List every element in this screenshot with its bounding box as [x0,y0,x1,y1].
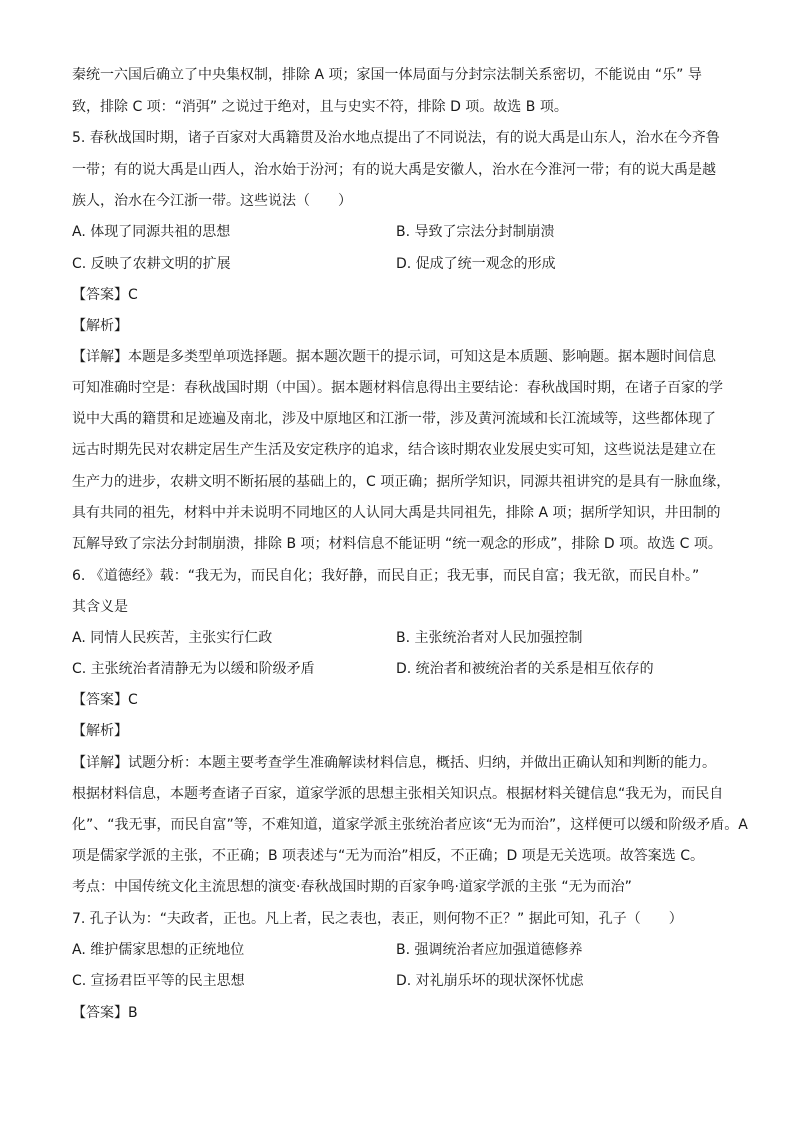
question-5-stem-line-1: 5. 春秋战国时期，诸子百家对大禹籍贯及治水地点提出了不同说法，有的说大禹是山东人，治水在今齐鲁 [72,130,720,146]
question-5-option-b: B. 导致了宗法分封制崩溃 [396,224,555,240]
question-5-detail-line-2: 可知准确时空是：春秋战国时期（中国）。据本题材料信息得出主要结论：春秋战国时期，在诸子百家的学 [72,380,723,396]
question-6-answer: 【答案】C [72,692,138,708]
question-6-option-a: A. 同情人民疾苦，主张实行仁政 [72,630,273,646]
question-6-stem-line-1: 6. 《道德经》载：“我无为，而民自化；我好静，而民自正；我无事，而民自富；我无欲，而民自朴。” [72,568,700,584]
question-5-detail-line-3: 说中大禹的籍贯和足迹遍及南北，涉及中原地区和江浙一带，涉及黄河流域和长江流域等，这些都体现了 [72,411,716,427]
question-5-option-a: A. 体现了同源共祖的思想 [72,224,231,240]
explanation-prev-line-1: 秦统一六国后确立了中央集权制，排除 A 项；家国一体局面与分封宗法制关系密切，不能说由 “乐” 导 [72,67,702,83]
question-7-option-d: D. 对礼崩乐坏的现状深怀忧虑 [396,973,584,989]
question-6-detail-line-1: 【详解】试题分析：本题主要考查学生准确解读材料信息，概括、归纳，并做出正确认知和判断的能力。 [72,755,716,771]
question-5-answer: 【答案】C [72,287,138,303]
question-5-detail-line-5: 生产力的进步，农耕文明不断拓展的基础上的，C 项正确；据所学知识，同源共祖讲究的是具有一脉血缘， [72,474,731,490]
question-7-option-b: B. 强调统治者应加强道德修养 [396,942,583,958]
question-6-analysis-heading: 【解析】 [72,723,128,739]
question-6-detail-line-3: 化”、“我无事，而民自富”等，不难知道，道家学派主张统治者应该“无为而治”，这样便可以缓和阶级矛盾。A [72,817,748,833]
question-6-option-b: B. 主张统治者对人民加强控制 [396,630,583,646]
question-6-stem-line-2: 其含义是 [72,599,128,615]
question-5-stem-line-2: 一带；有的说大禹是山西人，治水始于汾河；有的说大禹是安徽人，治水在今淮河一带；有的说大禹是越 [72,162,716,178]
question-5-detail-line-7: 瓦解导致了宗法分封制崩溃，排除 B 项；材料信息不能证明 “统一观念的形成”，排除 D 项。故选 C 项。 [72,536,722,552]
question-5-detail-line-1: 【详解】本题是多类型单项选择题。据本题次题干的提示词，可知这是本质题、影响题。据本题时间信息 [72,349,716,365]
question-6-option-c: C. 主张统治者清静无为以缓和阶级矛盾 [72,661,315,677]
question-5-option-c: C. 反映了农耕文明的扩展 [72,256,231,272]
question-6-detail-line-4: 项是儒家学派的主张，不正确；B 项表述与“无为而治”相反，不正确；D 项是无关选项。故答案选 C。 [72,848,705,864]
question-7-stem: 7. 孔子认为：“夫政者，正也。凡上者，民之表也，表正，则何物不正？” 据此可知，孔子（ ） [72,911,683,927]
question-7-answer: 【答案】B [72,1005,138,1021]
question-6-kaodian: 考点：中国传统文化主流思想的演变·春秋战国时期的百家争鸣·道家学派的主张 “无为而治” [72,879,632,895]
question-7-option-c: C. 宣扬君臣平等的民主思想 [72,973,245,989]
question-5-stem-line-3: 族人，治水在今江浙一带。这些说法（ ） [72,193,352,209]
question-5-analysis-heading: 【解析】 [72,318,128,334]
explanation-prev-line-2: 致，排除 C 项：“消弭” 之说过于绝对，且与史实不符，排除 D 项。故选 B 项。 [72,99,568,115]
question-6-detail-line-2: 根据材料信息，本题考查诸子百家，道家学派的思想主张相关知识点。根据材料关键信息“我无为，而民自 [72,786,724,802]
question-5-detail-line-6: 具有共同的祖先，材料中并未说明不同地区的人认同大禹是共同祖先，排除 A 项；据所学知识，井田制的 [72,505,721,521]
question-7-option-a: A. 维护儒家思想的正统地位 [72,942,245,958]
question-5-option-d: D. 促成了统一观念的形成 [396,256,556,272]
question-6-option-d: D. 统治者和被统治者的关系是相互依存的 [396,661,654,677]
question-5-detail-line-4: 远古时期先民对农耕定居生产生活及安定秩序的追求，结合该时期农业发展史实可知，这些说法是建立在 [72,442,716,458]
